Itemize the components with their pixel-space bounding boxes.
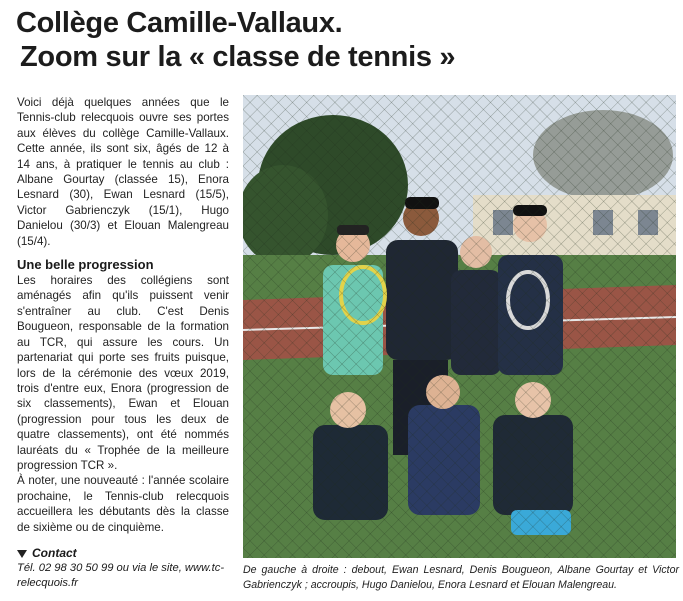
article-paragraph-2: Les horaires des collégiens sont aménagés afin qu'ils puissent venir s'entraîner au club. C'est Denis Bougueon, responsable de la formation au TCR, qui assure les cours. Un partenariat qui porte ses fruits puisque, lors de la cérémonie des vœux 2019, trois d'entre eux, Enora (progression de six classements), Ewan et Elouan (progression pour tous les deux de quatre classements), ont été nommés lauréats du « Trophée de la meilleure progression TCR ».	[17, 274, 229, 472]
contact-box	[17, 546, 232, 591]
article-subhead: Une belle progression	[17, 257, 154, 273]
team-photo	[243, 95, 676, 558]
photo-caption: De gauche à droite : debout, Ewan Lesnard, Denis Bougueon, Albane Gourtay et Victor Gabrienczyk ; accroupis, Hugo Danielou, Enora Lesnard et Elouan Malengreau.	[243, 564, 679, 591]
article-paragraph-3: À noter, une nouveauté : l'année scolaire prochaine, le Tennis-club relecquois accueillera les débutants dès la classe de sixième ou de cinquième.	[17, 474, 229, 534]
headline-line-1: Collège Camille-Vallaux.	[16, 7, 343, 39]
article-body	[17, 95, 229, 535]
article-headline	[16, 6, 676, 74]
team-photo-illustration	[243, 95, 676, 558]
headline-line-2: Zoom sur la « classe de tennis »	[20, 41, 456, 73]
article-paragraph-1: Voici déjà quelques années que le Tennis-club relecquois ouvre ses portes aux élèves du collège Camille-Vallaux. Cette année, ils sont six, âgés de 12 à 14 ans, à pratiquer le tennis au club : Albane Gourtay (classée 15), Enora Lesnard (30), Ewan Lesnard (15/5), Victor Gabrienczyk (15/1), Hugo Danielou (30/3) et Elouan Malengreau (15/4).	[17, 96, 229, 248]
triangle-down-icon	[17, 550, 27, 558]
contact-label: Contact	[32, 546, 77, 560]
contact-text: Tél. 02 98 30 50 99 ou via le site, www.tc-relecquois.fr	[17, 562, 225, 589]
fence-overlay	[243, 95, 676, 558]
